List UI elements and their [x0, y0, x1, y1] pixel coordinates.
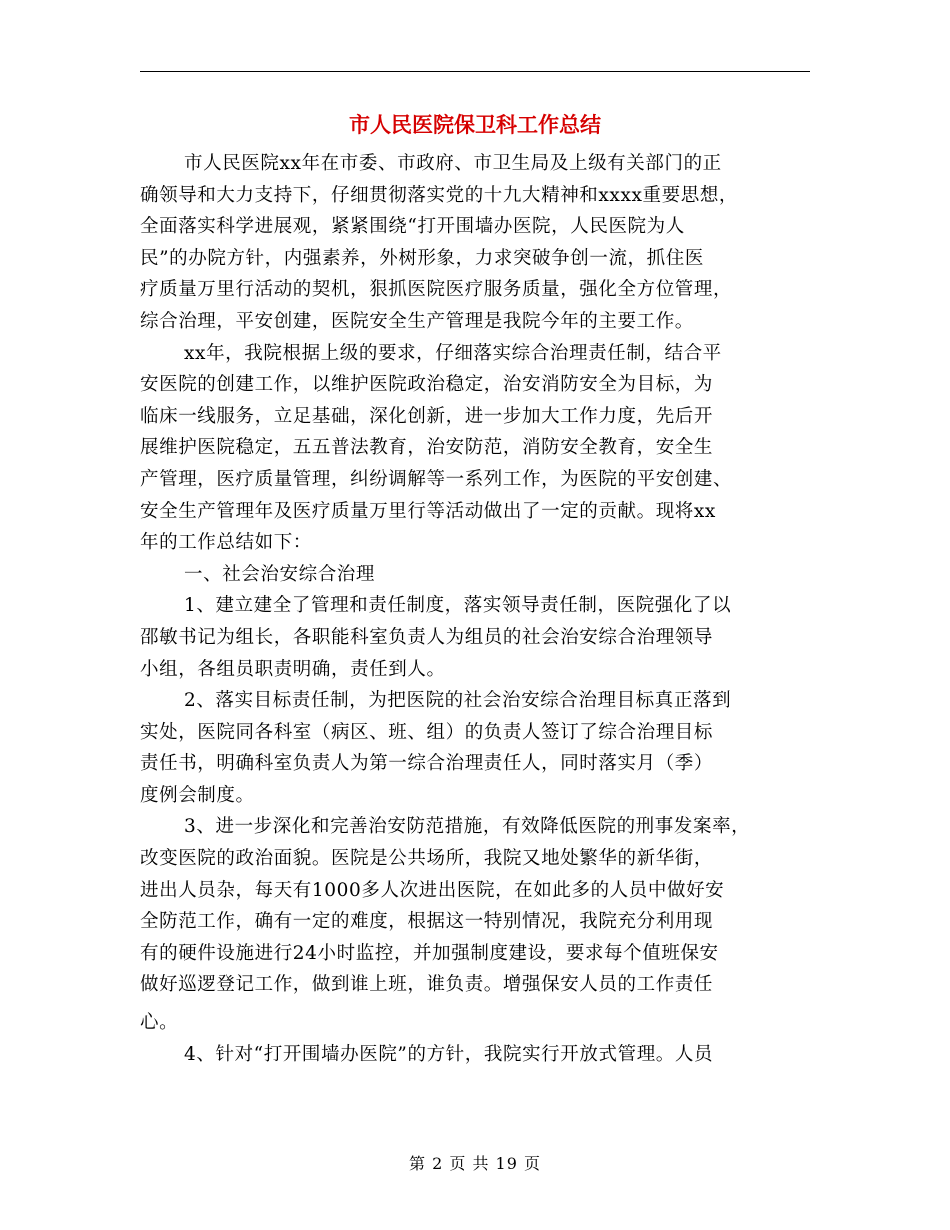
body-line: 改变医院的政治面貌。医院是公共场所，我院又地处繁华的新华街， — [140, 848, 714, 870]
body-line: 进出人员杂，每天有1000多人次进出医院，在如此多的人员中做好安 — [140, 879, 725, 901]
body-line: 民”的办院方针，内强素养，外树形象，力求突破争创一流，抓住医 — [140, 247, 704, 269]
body-line: 确领导和大力支持下，仔细贯彻落实党的十九大精神和xxxx重要思想， — [140, 184, 739, 206]
body-line: 实处，医院同各科室（病区、班、组）的负责人签订了综合治理目标 — [140, 721, 714, 743]
body-line: 年的工作总结如下： — [140, 532, 312, 554]
body-line: 一、社会治安综合治理 — [184, 563, 376, 585]
body-line: 临床一线服务，立足基础，深化创新，进一步加大工作力度，先后开 — [140, 405, 714, 427]
body-line: 3、进一步深化和完善治安防范措施，有效降低医院的刑事发案率， — [184, 816, 751, 838]
body-line: 小组，各组员职责明确，责任到人。 — [140, 658, 446, 680]
body-line: 安医院的创建工作，以维护医院政治稳定，治安消防安全为目标，为 — [140, 374, 714, 396]
body-line: 有的硬件设施进行24小时监控，并加强制度建设，要求每个值班保安 — [140, 942, 719, 964]
body-line: 度例会制度。 — [140, 784, 255, 806]
page-footer: 第 2 页 共 19 页 — [409, 1154, 541, 1173]
body-line: 做好巡逻登记工作，做到谁上班，谁负责。增强保安人员的工作责任 — [140, 974, 714, 996]
body-line: 展维护医院稳定，五五普法教育，治安防范，消防安全教育，安全生 — [140, 437, 714, 459]
body-line: 全面落实科学进展观，紧紧围绕“打开围墙办医院，人民医院为人 — [140, 216, 685, 238]
body-line: 4、针对“打开围墙办医院”的方针，我院实行开放式管理。人员 — [184, 1043, 714, 1065]
body-line: 责任书，明确科室负责人为第一综合治理责任人，同时落实月（季） — [140, 753, 714, 775]
body-line: 心。 — [140, 1012, 179, 1034]
body-line: 市人民医院xx年在市委、市政府、市卫生局及上级有关部门的正 — [184, 153, 722, 174]
body-line: 产管理，医疗质量管理，纠纷调解等一系列工作，为医院的平安创建、 — [140, 468, 733, 490]
body-line: 邵敏书记为组长，各职能科室负责人为组员的社会治安综合治理领导 — [140, 626, 714, 648]
body-line: 疗质量万里行活动的契机，狠抓医院医疗服务质量，强化全方位管理， — [140, 279, 733, 301]
document-body — [140, 148, 810, 1070]
body-line: 2、落实目标责任制，为把医院的社会治安综合治理目标真正落到 — [184, 690, 732, 712]
body-line: xx年，我院根据上级的要求，仔细落实综合治理责任制，结合平 — [184, 342, 722, 364]
body-line: 综合治理，平安创建，医院安全生产管理是我院今年的主要工作。 — [140, 310, 694, 332]
body-line: 1、建立建全了管理和责任制度，落实领导责任制，医院强化了以 — [184, 595, 732, 617]
document-title: 市人民医院保卫科工作总结 — [349, 113, 601, 137]
body-line: 全防范工作，确有一定的难度，根据这一特别情况，我院充分利用现 — [140, 911, 714, 933]
header-rule — [140, 71, 810, 72]
body-line: 安全生产管理年及医疗质量万里行等活动做出了一定的贡献。现将xx — [140, 500, 716, 522]
